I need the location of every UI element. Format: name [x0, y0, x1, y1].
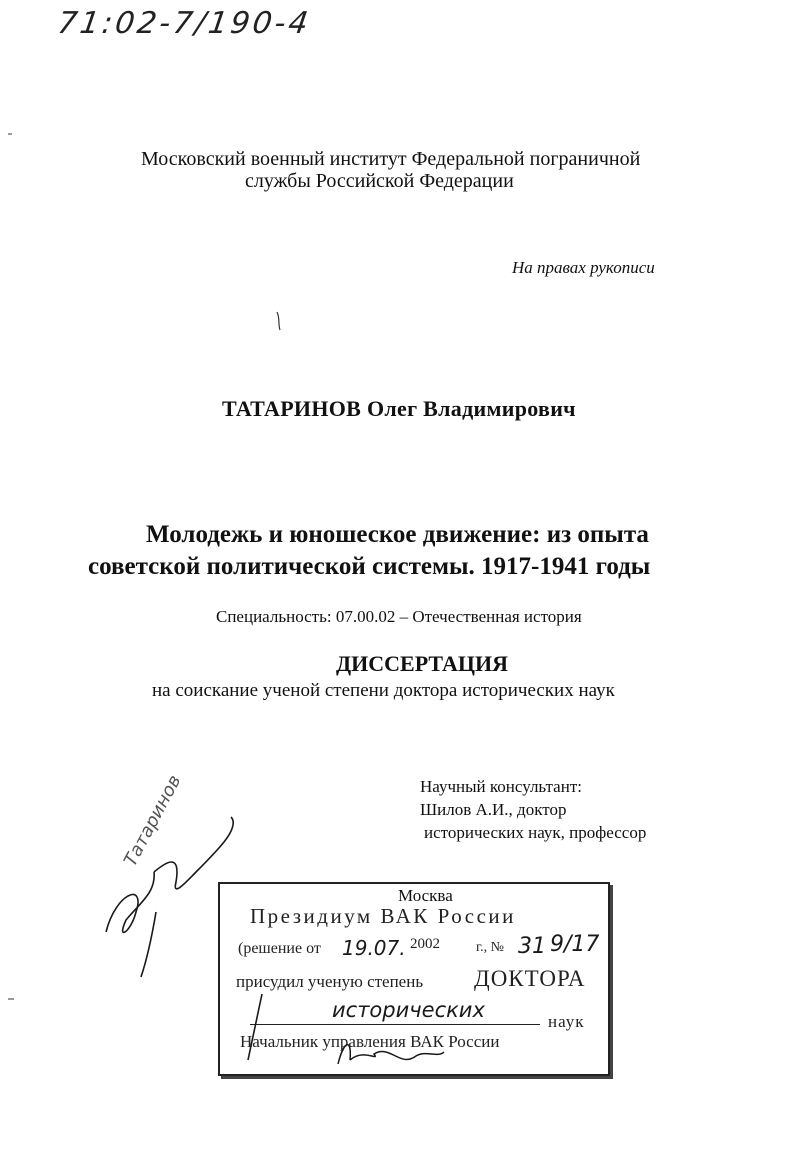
signature-name-text: Татаринов	[120, 771, 186, 870]
stamp-field: исторических	[332, 998, 485, 1022]
margin-mark-2	[8, 998, 14, 1000]
stamp-slash-mark	[244, 992, 266, 1062]
stamp-year-suffix: г., №	[476, 940, 505, 955]
archive-code: 71:02-7/190-4	[55, 6, 314, 41]
stamp-awarded: присудил ученую степень	[236, 972, 424, 991]
stray-mark	[274, 310, 284, 332]
rights-note: На правах рукописи	[512, 258, 655, 277]
stamp-decision-date: 19.07.	[342, 936, 406, 960]
vak-stamp	[218, 882, 610, 1076]
stamp-header: Президиум ВАК России	[250, 904, 516, 928]
document-type: ДИССЕРТАЦИЯ	[336, 651, 508, 676]
stamp-sciences: наук	[548, 1012, 585, 1031]
stamp-official: Начальник управления ВАК России	[240, 1032, 500, 1051]
title-line-2: советской политической системы. 1917-1941 годы	[88, 553, 651, 580]
specialty: Специальность: 07.00.02 – Отечественная история	[216, 607, 582, 626]
stamp-year-printed: 2002	[410, 936, 440, 952]
stamp-field-underline	[250, 1024, 540, 1025]
stamp-decision-fraction: 9/17	[550, 932, 600, 957]
degree-line: на соискание ученой степени доктора исторических наук	[152, 680, 615, 701]
advisor-label: Научный консультант:	[420, 777, 582, 796]
institution-line-1: Московский военный институт Федеральной пограничной	[141, 148, 641, 170]
signature-official	[330, 1034, 450, 1074]
author-name: ТАТАРИНОВ Олег Владимирович	[222, 396, 576, 421]
stamp-decision-number: 31	[518, 934, 546, 959]
stamp-degree: ДОКТОРА	[474, 966, 586, 991]
city: Москва	[398, 886, 453, 905]
stamp-decision-prefix: (решение от	[238, 940, 321, 957]
advisor-title: исторических наук, профессор	[424, 823, 647, 842]
advisor-name: Шилов А.И., доктор	[420, 800, 567, 819]
margin-mark-1	[8, 133, 12, 135]
institution-line-2: службы Российской Федерации	[245, 170, 514, 192]
title-line-1: Молодежь и юношеское движение: из опыта	[146, 521, 649, 548]
